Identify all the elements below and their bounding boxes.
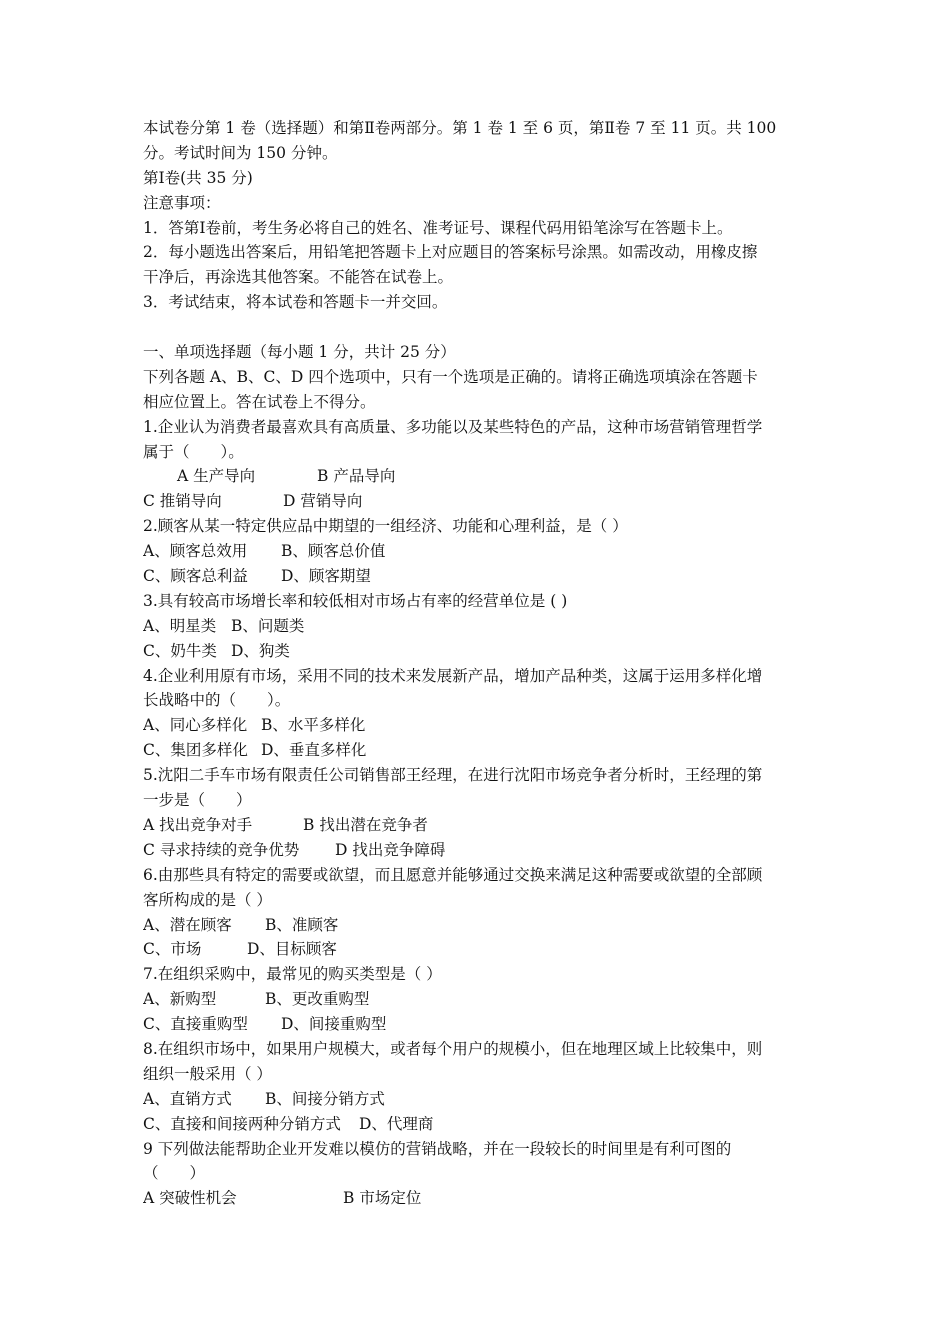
intro-line-1: 本试卷分第 1 卷（选择题）和第Ⅱ卷两部分。第 1 卷 1 至 6 页，第Ⅱ卷 7 至 11 页。共 100: [143, 119, 777, 137]
option-a: A、明星类: [143, 616, 217, 635]
question-4-options-1: [143, 713, 811, 738]
option-c: C、集团多样化: [143, 741, 248, 760]
question-6-options-1: [143, 913, 811, 938]
exam-document: [143, 116, 811, 1211]
section-title: 一、单项选择题（每小题 1 分，共计 25 分）: [143, 343, 456, 362]
option-d: D、间接重购型: [281, 1015, 387, 1034]
option-b: B 产品导向: [317, 467, 396, 486]
question-4-stem-b: 长战略中的（ ）。: [143, 691, 291, 710]
question-8-stem-a: 8.在组织市场中，如果用户规模大，或者每个用户的规模小，但在地理区域上比较集中，则: [143, 1039, 763, 1058]
question-7-options-2: [143, 1012, 811, 1037]
question-1-stem-a: 1.企业认为消费者最喜欢具有高质量、多功能以及某些特色的产品，这种市场营销管理哲学: [143, 417, 763, 436]
option-b: B 市场定位: [343, 1189, 422, 1208]
question-6-stem-a: 6.由那些具有特定的需要或欲望，而且愿意并能够通过交换来满足这种需要或欲望的全部顾: [143, 865, 763, 884]
question-3-options-2: [143, 639, 811, 664]
option-a: A、顾客总效用: [143, 542, 248, 561]
option-a: A、潜在顾客: [143, 915, 232, 934]
option-c: C、顾客总利益: [143, 567, 248, 586]
option-d: D 营销导向: [283, 492, 363, 511]
question-1-options-2: [143, 489, 811, 514]
option-a: A 找出竞争对手: [143, 815, 253, 834]
section-instruction-a: 下列各题 A、B、C、D 四个选项中，只有一个选项是正确的。请将正确选项填涂在答题卡: [143, 367, 758, 386]
question-8-options-1: [143, 1087, 811, 1112]
option-d: D、代理商: [359, 1114, 434, 1133]
notice-item-2b: 干净后，再涂选其他答案。不能答在试卷上。: [143, 268, 454, 287]
question-2-options-1: [143, 539, 811, 564]
notice-item-3: 3．考试结束，将本试卷和答题卡一并交回。: [143, 293, 448, 312]
option-d: D 找出竞争障碍: [335, 840, 446, 859]
question-3-options-1: [143, 614, 811, 639]
intro-line-2: 分。考试时间为 150 分钟。: [143, 143, 338, 162]
question-9-stem-b: （ ）: [143, 1164, 206, 1183]
option-c: C、直接重购型: [143, 1015, 248, 1034]
question-9-stem-a: 9 下列做法能帮助企业开发难以模仿的营销战略，并在一段较长的时间里是有利可图的: [143, 1139, 732, 1158]
option-d: D、顾客期望: [281, 567, 371, 586]
question-6-options-2: [143, 937, 811, 962]
option-a: A、直销方式: [143, 1089, 232, 1108]
option-d: D、目标顾客: [247, 940, 337, 959]
option-b: B、准顾客: [265, 915, 339, 934]
option-c: C、直接和间接两种分销方式: [143, 1114, 341, 1133]
question-1-options-1: [143, 464, 811, 489]
option-b: B 找出潜在竞争者: [303, 815, 428, 834]
option-b: B、间接分销方式: [265, 1089, 385, 1108]
question-5-options-2: [143, 838, 811, 863]
option-b: B、顾客总价值: [281, 542, 386, 561]
question-7-options-1: [143, 987, 811, 1012]
option-a: A、新购型: [143, 990, 217, 1009]
option-a: A 生产导向: [177, 467, 256, 486]
option-a: A、同心多样化: [143, 716, 248, 735]
question-2-stem: 2.顾客从某一特定供应品中期望的一组经济、功能和心理利益，是（ ）: [143, 517, 628, 536]
option-b: B、更改重购型: [265, 990, 370, 1009]
question-6-stem-b: 客所构成的是（ ）: [143, 890, 272, 909]
option-d: D、狗类: [231, 641, 290, 660]
option-c: C 寻求持续的竞争优势: [143, 840, 300, 859]
option-c: C、奶牛类: [143, 641, 217, 660]
question-3-stem: 3.具有较高市场增长率和较低相对市场占有率的经营单位是 ( ): [143, 591, 568, 610]
question-5-options-1: [143, 813, 811, 838]
option-b: B、水平多样化: [261, 716, 366, 735]
option-a: A 突破性机会: [143, 1189, 237, 1208]
question-7-stem: 7.在组织采购中，最常见的购买类型是（ ）: [143, 965, 442, 984]
part1-title: 第Ⅰ卷(共 35 分): [143, 168, 253, 187]
option-b: B、问题类: [231, 616, 305, 635]
question-1-stem-b: 属于（ ）。: [143, 442, 244, 461]
notice-title: 注意事项：: [143, 193, 221, 212]
question-5-stem-b: 一步是（ ）: [143, 791, 252, 810]
notice-item-1: 1．答第Ⅰ卷前，考生务必将自己的姓名、准考证号、课程代码用铅笔涂写在答题卡上。: [143, 218, 733, 237]
spacer: [143, 315, 811, 340]
option-c: C 推销导向: [143, 492, 222, 511]
question-4-stem-a: 4.企业利用原有市场，采用不同的技术来发展新产品，增加产品种类，这属于运用多样化增: [143, 666, 763, 685]
question-4-options-2: [143, 738, 811, 763]
question-9-options-1: [143, 1186, 811, 1211]
question-5-stem-a: 5.沈阳二手车市场有限责任公司销售部王经理，在进行沈阳市场竞争者分析时，王经理的第: [143, 766, 763, 785]
section-instruction-b: 相应位置上。答在试卷上不得分。: [143, 392, 376, 411]
question-8-options-2: [143, 1112, 811, 1137]
question-8-stem-b: 组织一般采用（ ）: [143, 1064, 272, 1083]
option-d: D、垂直多样化: [261, 741, 367, 760]
question-2-options-2: [143, 564, 811, 589]
option-c: C、市场: [143, 940, 202, 959]
notice-item-2a: 2．每小题选出答案后，用铅笔把答题卡上对应题目的答案标号涂黑。如需改动，用橡皮擦: [143, 243, 758, 262]
